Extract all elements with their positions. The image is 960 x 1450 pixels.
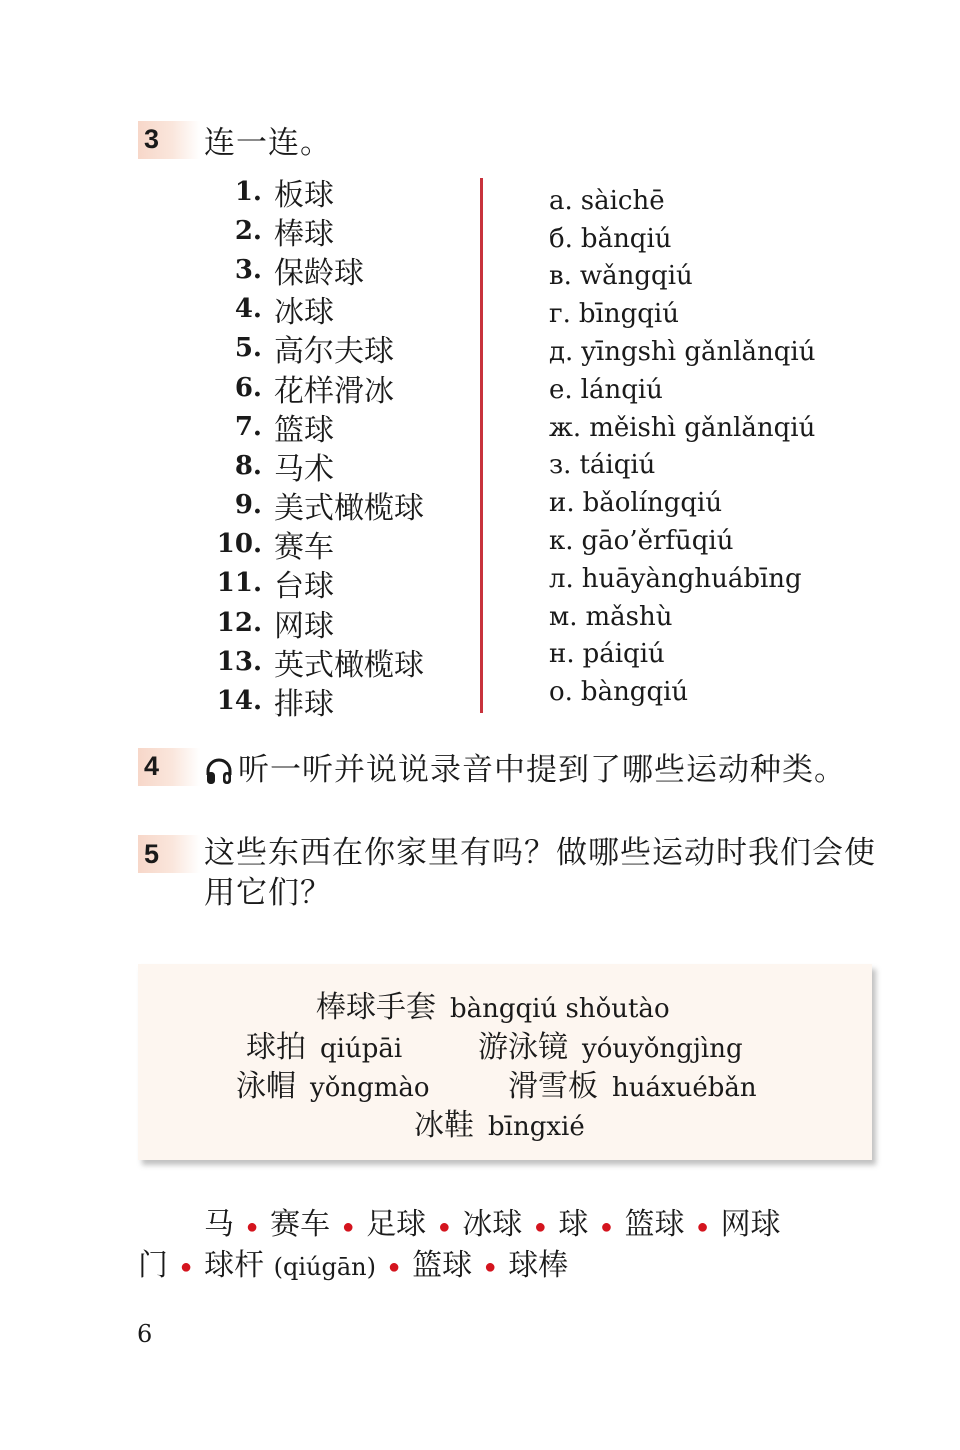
list-item bbox=[549, 258, 816, 296]
list-item bbox=[549, 636, 816, 674]
item-text: 高尔夫球 bbox=[274, 334, 394, 370]
item-letter: в. bbox=[549, 261, 572, 292]
vocab-hanzi: 泳帽 bbox=[236, 1069, 296, 1104]
vocab-pinyin: bīngxié bbox=[488, 1112, 585, 1142]
item-number: 8. bbox=[234, 450, 262, 481]
item-text: gāo’ěrfūqiú bbox=[581, 526, 734, 557]
vocab-pinyin: bàngqiú shǒutào bbox=[450, 994, 670, 1024]
page-number: 6 bbox=[137, 1320, 153, 1348]
item-text: 英式橄榄球 bbox=[274, 647, 424, 683]
word: 足球 bbox=[366, 1207, 427, 1242]
vocab-hanzi: 冰鞋 bbox=[414, 1108, 474, 1143]
vocabulary-box bbox=[138, 964, 872, 1160]
word: 篮球 bbox=[624, 1207, 685, 1242]
vocab-hanzi: 游泳镜 bbox=[478, 1030, 568, 1065]
word: 门 bbox=[138, 1247, 168, 1283]
item-text: 棒球 bbox=[274, 216, 334, 252]
hanzi-list bbox=[200, 172, 460, 721]
vocab-row bbox=[478, 1022, 743, 1066]
item-number: 6. bbox=[234, 372, 262, 403]
word-line-1 bbox=[138, 1205, 878, 1246]
task-number-badge: 5 bbox=[138, 835, 200, 873]
bullet-icon: ● bbox=[180, 1254, 193, 1278]
item-letter: ж. bbox=[549, 412, 582, 443]
bullet-icon: ● bbox=[342, 1213, 355, 1238]
item-text: páiqiú bbox=[582, 639, 665, 670]
item-letter: о. bbox=[549, 677, 573, 708]
word-pinyin: (qiúgān) bbox=[273, 1252, 376, 1281]
list-item bbox=[200, 486, 460, 525]
bullet-icon: ● bbox=[438, 1213, 451, 1238]
list-item bbox=[549, 182, 816, 220]
list-item bbox=[549, 484, 816, 522]
task-title bbox=[204, 744, 846, 789]
vocab-row bbox=[236, 1061, 430, 1105]
list-item bbox=[549, 220, 816, 258]
item-text: 排球 bbox=[274, 687, 334, 723]
bullet-icon: ● bbox=[696, 1213, 709, 1238]
item-number: 1. bbox=[234, 176, 262, 207]
item-text: 保龄球 bbox=[274, 255, 364, 291]
item-text: bǎolíngqiú bbox=[582, 488, 723, 519]
word: 球 bbox=[558, 1207, 589, 1242]
pinyin-list bbox=[549, 182, 816, 711]
item-letter: б. bbox=[549, 223, 573, 254]
item-letter: и. bbox=[549, 488, 575, 519]
item-text: 台球 bbox=[274, 569, 334, 605]
item-number: 5. bbox=[234, 333, 262, 364]
task-3-header bbox=[138, 117, 332, 162]
task-title: 这些东西在你家里有吗？做哪些运动时我们会使用它们？ bbox=[204, 835, 876, 911]
item-text: 板球 bbox=[274, 177, 334, 213]
list-item bbox=[200, 407, 460, 446]
word: 冰球 bbox=[462, 1207, 523, 1242]
list-item bbox=[200, 172, 460, 211]
column-divider bbox=[480, 178, 483, 713]
list-item bbox=[200, 564, 460, 603]
vocab-hanzi: 棒球手套 bbox=[316, 990, 436, 1025]
item-letter: л. bbox=[549, 563, 574, 594]
word: 赛车 bbox=[270, 1207, 331, 1242]
list-item bbox=[549, 447, 816, 485]
list-item bbox=[200, 446, 460, 485]
item-text: 网球 bbox=[274, 608, 334, 644]
item-number: 3. bbox=[234, 254, 262, 285]
item-text: 美式橄榄球 bbox=[274, 491, 424, 527]
item-text: měishì gǎnlǎnqiú bbox=[589, 412, 816, 443]
item-letter: г. bbox=[549, 299, 571, 330]
item-letter: а. bbox=[549, 185, 573, 216]
bullet-icon: ● bbox=[246, 1213, 259, 1238]
item-letter: к. bbox=[549, 526, 574, 557]
item-letter: н. bbox=[549, 639, 575, 670]
item-text: táiqiú bbox=[579, 450, 656, 481]
item-text: bīngqiú bbox=[578, 299, 679, 330]
word: 篮球 bbox=[412, 1247, 473, 1283]
list-item bbox=[549, 333, 816, 371]
list-item bbox=[200, 290, 460, 329]
item-number: 7. bbox=[234, 411, 262, 442]
headphones-icon[interactable] bbox=[204, 757, 234, 787]
item-text: wǎngqiú bbox=[579, 261, 693, 292]
list-item bbox=[549, 598, 816, 636]
vocab-row bbox=[316, 982, 670, 1026]
item-number: 9. bbox=[234, 490, 262, 521]
item-letter: м. bbox=[549, 601, 578, 632]
list-item bbox=[549, 409, 816, 447]
list-item bbox=[200, 368, 460, 407]
list-item bbox=[549, 522, 816, 560]
item-number: 12. bbox=[216, 607, 262, 638]
item-text: 赛车 bbox=[274, 530, 334, 566]
word: 球棒 bbox=[508, 1247, 569, 1283]
item-number: 11. bbox=[216, 568, 262, 599]
list-item bbox=[200, 211, 460, 250]
task-title-text: 听一听并说说录音中提到了哪些运动种类。 bbox=[238, 752, 846, 788]
list-item bbox=[549, 673, 816, 711]
task-4-header bbox=[138, 744, 846, 789]
vocab-pinyin: yóuyǒngjìng bbox=[582, 1034, 743, 1064]
item-text: 花样滑冰 bbox=[274, 373, 394, 409]
bullet-icon: ● bbox=[484, 1254, 497, 1278]
item-number: 14. bbox=[216, 686, 262, 717]
list-item bbox=[200, 642, 460, 681]
task-5-header bbox=[138, 835, 884, 913]
vocab-row bbox=[508, 1061, 757, 1105]
vocab-hanzi: 滑雪板 bbox=[508, 1069, 598, 1104]
bullet-icon: ● bbox=[534, 1213, 547, 1238]
word: 马 bbox=[204, 1207, 234, 1242]
vocab-pinyin: yǒngmào bbox=[310, 1073, 430, 1103]
word: 球杆 bbox=[204, 1247, 265, 1283]
list-item bbox=[200, 329, 460, 368]
item-number: 2. bbox=[234, 215, 262, 246]
item-text: huāyànghuábīng bbox=[581, 563, 802, 594]
bullet-icon: ● bbox=[388, 1254, 401, 1278]
item-text: 篮球 bbox=[274, 412, 334, 448]
item-number: 4. bbox=[234, 294, 262, 325]
item-text: lánqiú bbox=[580, 374, 663, 405]
list-item bbox=[549, 295, 816, 333]
word-line-2 bbox=[138, 1246, 878, 1287]
list-item bbox=[200, 250, 460, 289]
vocab-row bbox=[414, 1100, 585, 1144]
task-number-badge: 4 bbox=[138, 748, 200, 786]
task-number-badge: 3 bbox=[138, 121, 200, 159]
item-text: bàngqiú bbox=[580, 677, 689, 708]
word: 网球 bbox=[720, 1207, 781, 1242]
item-number: 13. bbox=[216, 646, 262, 677]
word-list bbox=[138, 1205, 878, 1287]
vocab-pinyin: qiúpāi bbox=[320, 1034, 403, 1064]
item-text: yīngshì gǎnlǎnqiú bbox=[581, 337, 816, 368]
item-letter: д. bbox=[549, 337, 574, 368]
item-text: sàichē bbox=[580, 185, 665, 216]
vocab-hanzi: 球拍 bbox=[246, 1030, 306, 1065]
task-title: 连一连。 bbox=[204, 125, 332, 161]
vocab-row bbox=[246, 1022, 402, 1066]
list-item bbox=[200, 681, 460, 723]
bullet-icon: ● bbox=[600, 1213, 613, 1238]
item-text: bǎnqiú bbox=[580, 223, 672, 254]
item-letter: е. bbox=[549, 374, 573, 405]
list-item bbox=[549, 560, 816, 598]
item-text: mǎshù bbox=[585, 601, 673, 632]
item-text: 马术 bbox=[274, 451, 334, 487]
item-text: 冰球 bbox=[274, 295, 334, 331]
item-letter: з. bbox=[549, 450, 572, 481]
list-item bbox=[200, 603, 460, 642]
list-item bbox=[200, 525, 460, 564]
item-number: 10. bbox=[216, 529, 262, 560]
vocab-pinyin: huáxuébǎn bbox=[612, 1073, 757, 1103]
list-item bbox=[549, 371, 816, 409]
